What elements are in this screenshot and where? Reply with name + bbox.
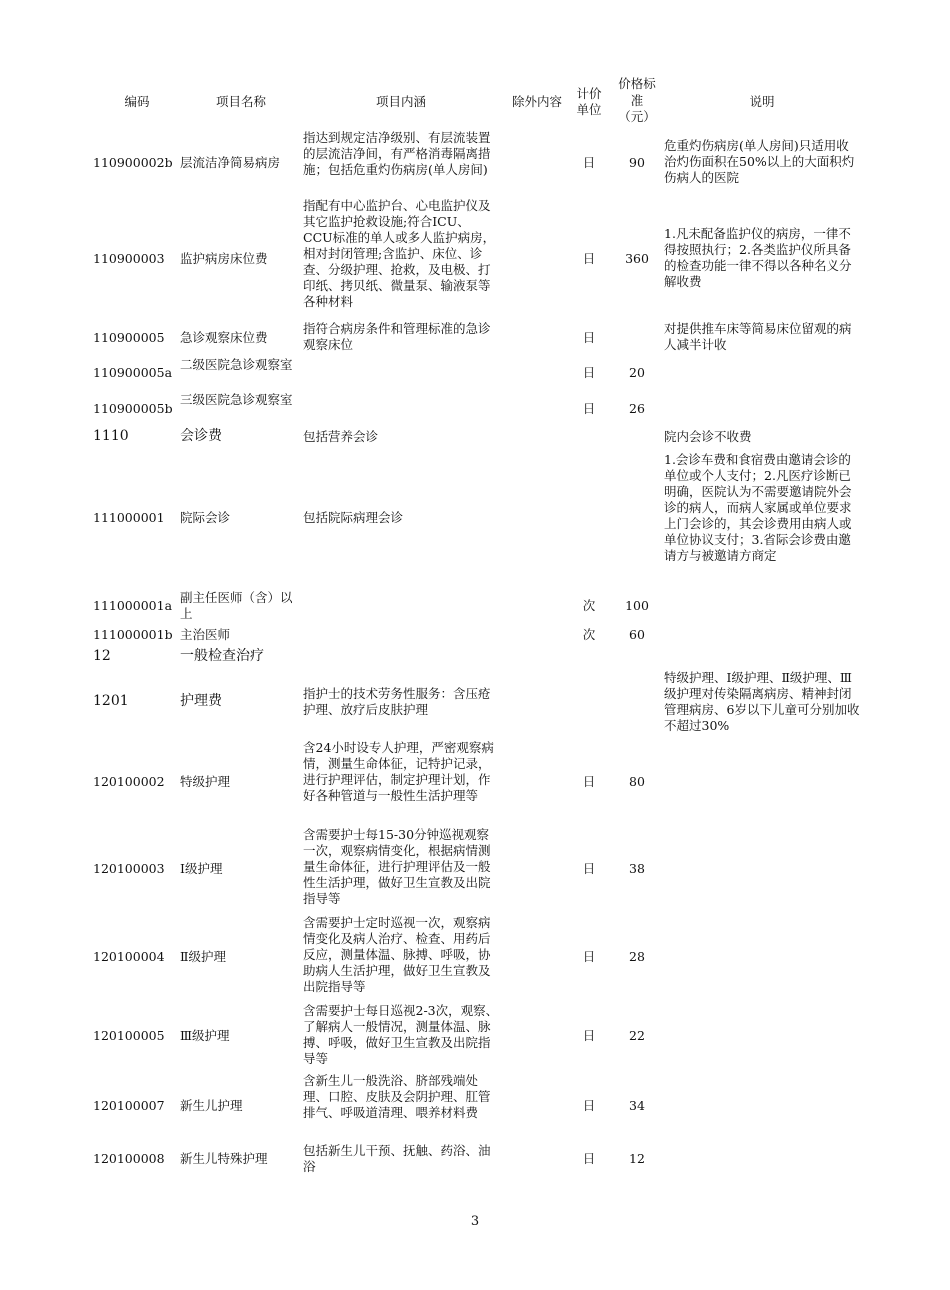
row-code: 110900002b <box>93 155 173 170</box>
row-unit: 次 <box>582 598 596 613</box>
row-content: 包括院际病理会诊 <box>303 510 404 525</box>
row-content: 指达到规定洁净级别、有层流装置的层流洁净间，有严格消毒隔离措施；包括危重灼伤病房(单人房间) <box>303 130 491 177</box>
row-name: 急诊观察床位费 <box>180 330 268 345</box>
header-exclude: 除外内容 <box>511 94 562 109</box>
table-row <box>0 321 950 357</box>
row-code: 111000001b <box>93 627 173 642</box>
row-price: 34 <box>629 1098 645 1113</box>
row-note: 对提供推车床等简易床位留观的病人减半计收 <box>664 321 852 352</box>
row-unit: 日 <box>582 251 596 266</box>
table-row <box>0 647 950 669</box>
row-unit: 日 <box>582 155 596 170</box>
row-code: 110900005b <box>93 401 173 416</box>
row-unit: 日 <box>582 1098 596 1113</box>
row-price: 90 <box>629 155 645 170</box>
row-unit: 次 <box>582 627 596 642</box>
row-unit: 日 <box>582 861 596 876</box>
row-code: 120100002 <box>93 774 165 789</box>
header-code: 编码 <box>124 94 150 109</box>
row-name: Ⅱ级护理 <box>180 949 226 964</box>
row-code: 110900005a <box>93 365 173 380</box>
table-row <box>0 740 950 826</box>
header-content: 项目内涵 <box>375 94 426 109</box>
row-price: 100 <box>625 598 649 613</box>
table-row <box>0 590 950 624</box>
row-content: 指符合病房条件和管理标准的急诊观察床位 <box>303 321 491 352</box>
row-unit: 日 <box>582 1151 596 1166</box>
row-name: 一般检查治疗 <box>180 648 264 664</box>
row-name: 监护病房床位费 <box>180 251 268 266</box>
row-code: 1110 <box>93 428 129 444</box>
header-note: 说明 <box>749 94 775 109</box>
row-content: 含需要护士每15-30分钟巡视观察一次，观察病情变化，根据病情测量生命体征，进行护理评估及一般性生活护理，做好卫生宣教及出院指导等 <box>303 827 491 906</box>
row-name: 新生儿护理 <box>180 1098 243 1113</box>
row-unit: 日 <box>582 1028 596 1043</box>
header-price-line3: （元） <box>618 109 656 124</box>
row-unit: 日 <box>582 401 596 416</box>
row-content: 含需要护士每日巡视2-3次，观察、了解病人一般情况，测量体温、脉搏、呼吸，做好卫生宣教及出院指导等 <box>303 1003 499 1066</box>
row-code: 120100008 <box>93 1151 165 1166</box>
row-content: 指配有中心监护台、心电监护仪及其它监护抢救设施;符合ICU、CCU标准的单人或多人监护病房，相对封闭管理;含监护、床位、诊查、分级护理、抢救，及电极、打印纸、拷贝纸、微量泵、输液泵等各种材料 <box>303 198 496 309</box>
row-name: Ⅲ级护理 <box>180 1028 230 1043</box>
row-note: 院内会诊不收费 <box>664 429 752 444</box>
row-code: 120100005 <box>93 1028 165 1043</box>
row-name: 三级医院急诊观察室 <box>180 392 293 407</box>
row-code: 111000001a <box>93 598 173 613</box>
row-price: 28 <box>629 949 645 964</box>
row-name: 护理费 <box>180 693 222 709</box>
row-name: 二级医院急诊观察室 <box>180 357 293 372</box>
table-row <box>0 357 950 391</box>
table-row <box>0 1073 950 1141</box>
row-note: 1.凡未配备监护仪的病房，一律不得按照执行；2.各类监护仪所具备的检查功能一律不得以各种名义分解收费 <box>664 226 852 289</box>
row-unit: 日 <box>582 365 596 380</box>
row-unit: 日 <box>582 330 596 345</box>
row-price: 60 <box>629 627 645 642</box>
row-price: 80 <box>629 774 645 789</box>
row-price: 26 <box>629 401 645 416</box>
row-code: 120100007 <box>93 1098 165 1113</box>
row-code: 120100003 <box>93 861 165 876</box>
row-unit: 日 <box>582 949 596 964</box>
row-name: 会诊费 <box>180 428 222 444</box>
row-note: 特级护理、Ⅰ级护理、Ⅱ级护理、Ⅲ级护理对传染隔离病房、精神封闭管理病房、6岁以下儿童可分别加收不超过30% <box>664 670 860 733</box>
row-price: 20 <box>629 365 645 380</box>
row-price: 22 <box>629 1028 645 1043</box>
table-row <box>0 392 950 426</box>
table-row <box>0 198 950 320</box>
row-name: 副主任医师（含）以上 <box>180 590 293 621</box>
row-price: 360 <box>625 251 649 266</box>
row-code: 111000001 <box>93 510 165 525</box>
header-name: 项目名称 <box>215 94 266 109</box>
row-content: 含新生儿一般洗浴、脐部残端处理、口腔、皮肤及会阴护理、肛管排气、呼吸道清理、喂养材料费 <box>303 1073 491 1120</box>
row-note: 1.会诊车费和食宿费由邀请会诊的单位或个人支付；2.凡医疗诊断已明确，医院认为不需要邀请院外会诊的病人，而病人家属或单位要求上门会诊的，其会诊费用由病人或单位协议支付；3.省际会诊费由邀请方与被邀请方商定 <box>664 452 852 563</box>
row-code: 1201 <box>93 693 129 709</box>
row-name: 新生儿特殊护理 <box>180 1151 268 1166</box>
table-row <box>0 626 950 646</box>
header-unit-line1: 计价 <box>576 86 602 101</box>
row-price: 12 <box>629 1151 645 1166</box>
row-name: 特级护理 <box>180 774 231 789</box>
page-number: 3 <box>470 1214 480 1229</box>
table-row <box>0 915 950 1001</box>
row-code: 110900003 <box>93 251 165 266</box>
row-name: Ⅰ级护理 <box>180 861 223 876</box>
table-row <box>0 452 950 590</box>
header-price-line1: 价格标 <box>618 76 656 91</box>
table-header <box>0 72 950 130</box>
row-content: 含24小时设专人护理，严密观察病情，测量生命体征，记特护记录，进行护理评估，制定护理计划，作好各种管道与一般性生活护理等 <box>303 740 494 803</box>
row-content: 包括新生儿干预、抚触、药浴、油浴 <box>303 1143 491 1174</box>
row-code: 12 <box>93 648 111 664</box>
header-unit-line2: 单位 <box>576 102 602 117</box>
row-code: 120100004 <box>93 949 165 964</box>
row-name: 主治医师 <box>180 627 231 642</box>
row-price: 38 <box>629 861 645 876</box>
row-content: 指护士的技术劳务性服务：含压疮护理、放疗后皮肤护理 <box>303 686 491 717</box>
table-row <box>0 1003 950 1071</box>
row-note: 危重灼伤病房(单人房间)只适用收治灼伤面积在50%以上的大面积灼伤病人的医院 <box>664 138 855 185</box>
table-row <box>0 670 950 738</box>
table-row <box>0 827 950 913</box>
row-content: 含需要护士定时巡视一次，观察病情变化及病人治疗、检查、用药后反应，测量体温、脉搏、呼吸，协助病人生活护理，做好卫生宣教及出院指导等 <box>303 915 491 994</box>
table-row <box>0 130 950 196</box>
table-row <box>0 428 950 450</box>
header-price-line2: 准 <box>630 93 644 108</box>
row-code: 110900005 <box>93 330 165 345</box>
table-row <box>0 1143 950 1179</box>
row-name: 院际会诊 <box>180 510 231 525</box>
row-content: 包括营养会诊 <box>303 429 379 444</box>
row-name: 层流洁净简易病房 <box>180 155 281 170</box>
row-unit: 日 <box>582 774 596 789</box>
